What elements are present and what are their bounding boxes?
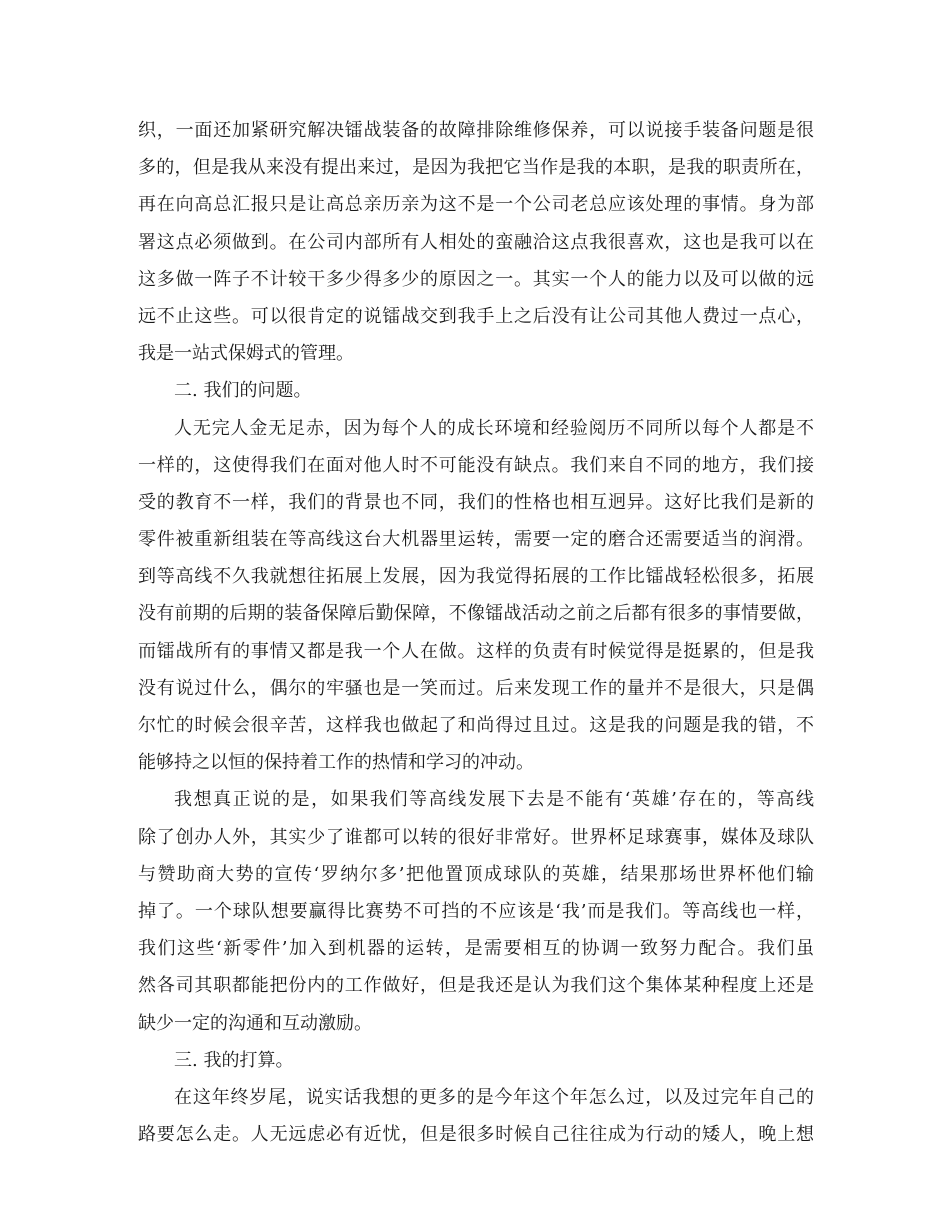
- text-line: 没有说过什么，偶尔的牢骚也是一笑而过。后来发现工作的量并不是很大，只是偶: [138, 677, 814, 699]
- document-body: [138, 112, 814, 1153]
- text-line: 除了创办人外，其实少了谁都可以转的很好非常好。世界杯足球赛事，媒体及球队: [138, 826, 814, 848]
- text-line: 再在向高总汇报只是让高总亲历亲为这不是一个公司老总应该处理的事情。身为部: [138, 194, 814, 216]
- text-line: 多的，但是我从来没有提出来过，是因为我把它当作是我的本职，是我的职责所在，: [138, 157, 814, 179]
- text-line: 没有前期的后期的装备保障后勤保障，不像镭战活动之前之后都有很多的事情要做，: [138, 603, 814, 625]
- text-line: 零件被重新组装在等高线这台大机器里运转，需要一定的磨合还需要适当的润滑。: [138, 529, 814, 551]
- text-line: 与赞助商大势的宣传‘罗纳尔多’把他置顶成球队的英雄，结果那场世界杯他们输: [138, 863, 814, 885]
- text-line: 然各司其职都能把份内的工作做好，但是我还是认为我们这个集体某种程度上还是: [138, 975, 814, 997]
- text-line: 这多做一阵子不计较干多少得多少的原因之一。其实一个人的能力以及可以做的远: [138, 268, 814, 290]
- text-line: 二. 我们的问题。: [174, 380, 312, 402]
- text-line: 能够持之以恒的保持着工作的热情和学习的冲动。: [138, 752, 534, 774]
- text-line: 尔忙的时候会很辛苦，这样我也做起了和尚得过且过。这是我的问题是我的错，不: [138, 715, 814, 736]
- text-line: 到等高线不久我就想往拓展上发展，因为我觉得拓展的工作比镭战轻松很多，拓展: [138, 566, 814, 588]
- text-line: 掉了。一个球队想要赢得比赛势不可挡的不应该是‘我’而是我们。等高线也一样，: [138, 900, 814, 922]
- text-line: 三. 我的打算。: [174, 1049, 294, 1071]
- text-line: 我们这些‘新零件’加入到机器的运转，是需要相互的协调一致努力配合。我们虽: [138, 938, 814, 960]
- text-line: 在这年终岁尾，说实话我想的更多的是今年这个年怎么过，以及过完年自己的: [174, 1086, 814, 1108]
- text-line: 路要怎么走。人无远虑必有近忧，但是很多时候自己往往成为行动的矮人，晚上想: [138, 1124, 814, 1146]
- text-line: 织，一面还加紧研究解决镭战装备的故障排除维修保养，可以说接手装备问题是很: [138, 120, 814, 141]
- text-line: 我是一站式保姆式的管理。: [138, 343, 354, 365]
- text-line: 署这点必须做到。在公司内部所有人相处的蛮融洽这点我很喜欢，这也是我可以在: [138, 231, 814, 253]
- text-line: 而镭战所有的事情又都是我一个人在做。这样的负责有时候觉得是挺累的，但是我: [138, 640, 814, 662]
- text-line: 受的教育不一样，我们的背景也不同，我们的性格也相互迥异。这好比我们是新的: [138, 491, 814, 513]
- text-line: 一样的，这使得我们在面对他人时不可能没有缺点。我们来自不同的地方，我们接: [138, 454, 814, 476]
- text-line: 我想真正说的是，如果我们等高线发展下去是不能有‘英雄’存在的，等高线: [174, 789, 814, 811]
- text-line: 缺少一定的沟通和互动激励。: [138, 1012, 372, 1034]
- text-line: 远不止这些。可以很肯定的说镭战交到我手上之后没有让公司其他人费过一点心，: [138, 305, 814, 327]
- text-line: 人无完人金无足赤，因为每个人的成长环境和经验阅历不同所以每个人都是不: [174, 417, 814, 439]
